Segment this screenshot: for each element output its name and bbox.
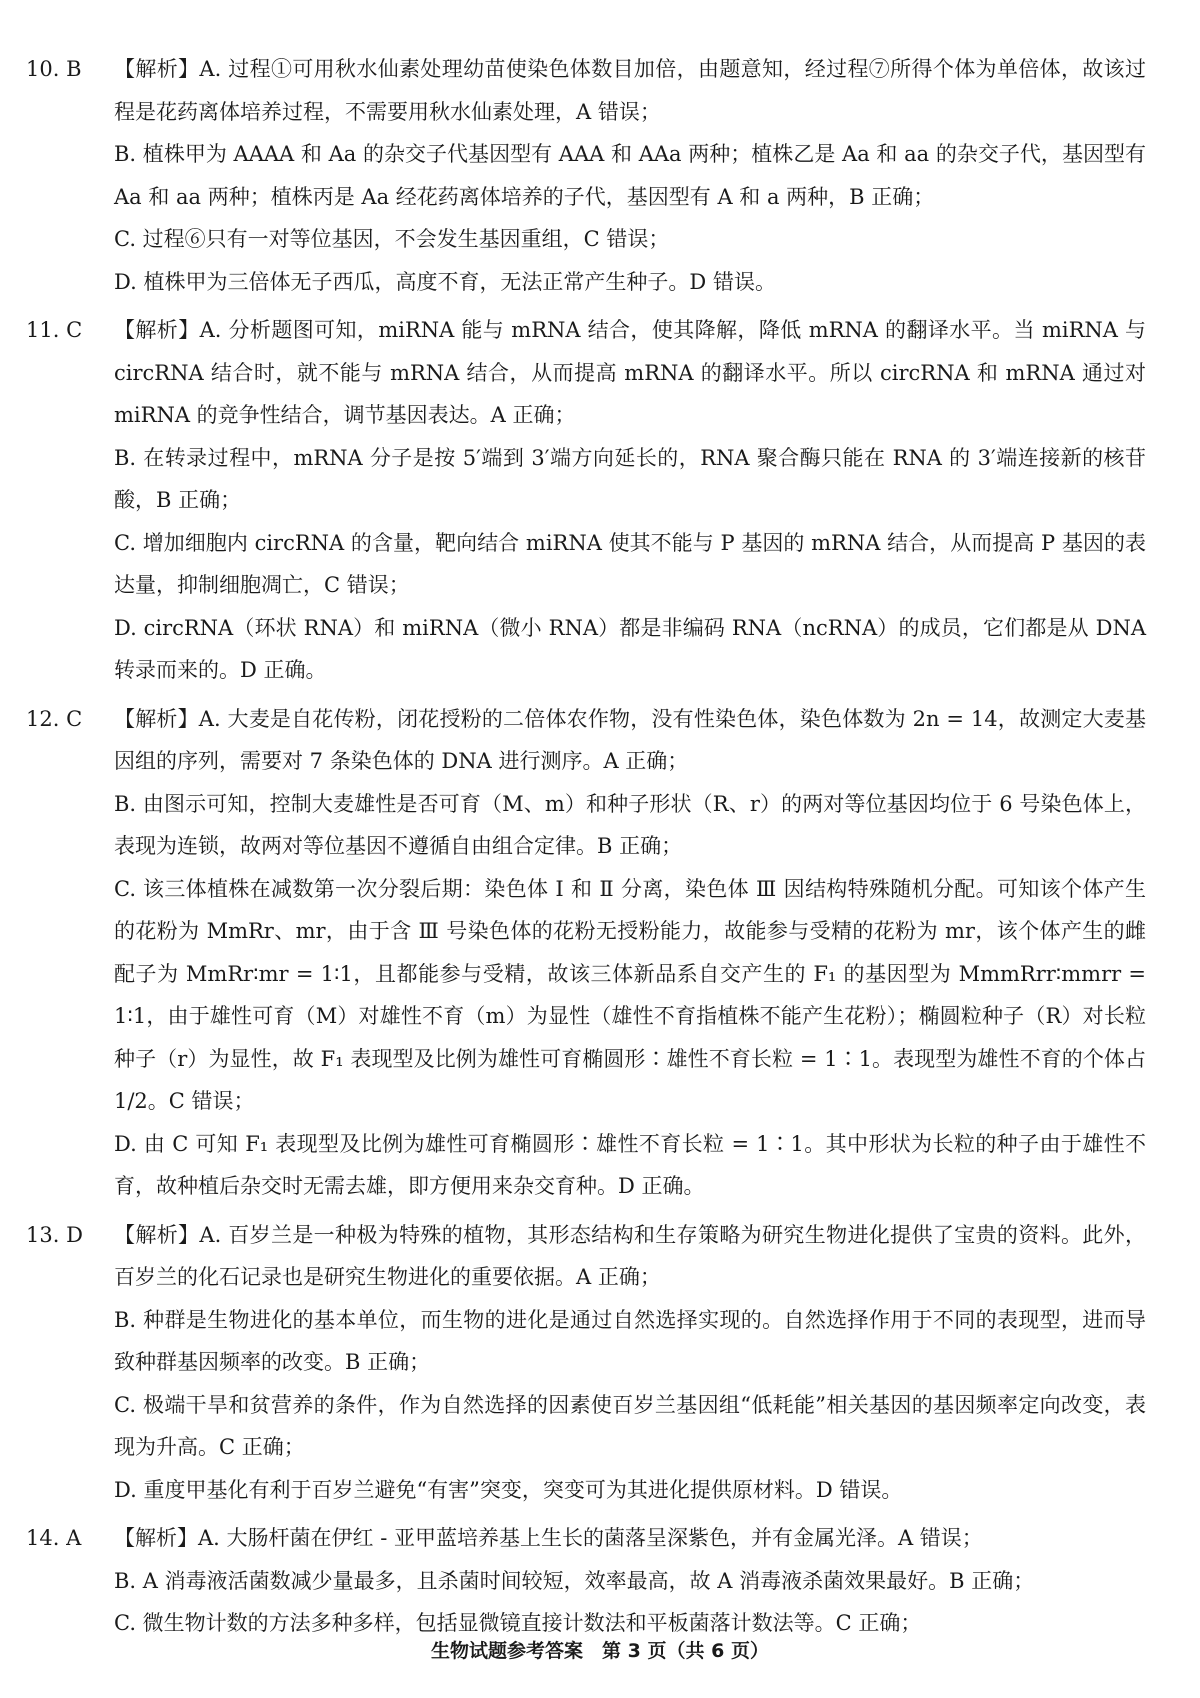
explanation-paragraph: B. 由图示可知，控制大麦雄性是否可育（M、m）和种子形状（R、r）的两对等位基因均位于 6 号染色体上，表现为连锁，故两对等位基因不遵循自由组合定律。B 正确； [114, 791, 1146, 858]
explanation-paragraph: 【解析】A. 分析题图可知，miRNA 能与 mRNA 结合，使其降解，降低 mRNA 的翻译水平。当 miRNA 与 circRNA 结合时，就不能与 mRNA 结合，从而提高 mRNA 的翻译水平。所以 circRNA 和 mRNA 通过对 miRNA 的竞争性结合，调节基因表达。A 正确； [114, 318, 1146, 427]
explanation-paragraph: C. 增加细胞内 circRNA 的含量，靶向结合 miRNA 使其不能与 P 基因的 mRNA 结合，从而提高 P 基因的表达量，抑制细胞凋亡，C 错误； [114, 530, 1146, 597]
explanation-paragraph: B. 种群是生物进化的基本单位，而生物的进化是通过自然选择实现的。自然选择作用于不同的表现型，进而导致种群基因频率的改变。B 正确； [114, 1307, 1146, 1374]
answer-item-12 [26, 698, 1146, 1208]
answer-number: 13. D [26, 1222, 83, 1247]
answer-number: 11. C [26, 318, 83, 342]
explanation-paragraph: 【解析】A. 过程①可用秋水仙素处理幼苗使染色体数目加倍，由题意知，经过程⑦所得个体为单倍体，故该过程是花药离体培养过程，不需要用秋水仙素处理，A 错误； [114, 57, 1146, 124]
answer-explanation [114, 1517, 1146, 1645]
explanation-paragraph: B. A 消毒液活菌数减少量最多，且杀菌时间较短，效率最高，故 A 消毒液杀菌效果最好。B 正确； [114, 1568, 1035, 1593]
answer-item-14 [26, 1517, 1146, 1645]
explanation-paragraph: C. 该三体植株在减数第一次分裂后期：染色体 Ⅰ 和 Ⅱ 分离，染色体 Ⅲ 因结构特殊随机分配。可知该个体产生的花粉为 MmRr、mr，由于含 Ⅲ 号染色体的花粉无授粉能力，故能参与受精的花粉为 mr，该个体产生的雌配子为 MmRr∶mr = 1∶1，且都能参与受精，故该三体新品系自交产生的 F₁ 的基因型为 MmmRrr∶mmrr = 1∶1，由于雄性可育（M）对雄性不育（m）为显性（雄性不育指植株不能产生花粉）；椭圆粒种子（R）对长粒种子（r）为显性，故 F₁ 表现型及比例为雄性可育椭圆形∶雄性不育长粒 = 1∶1。表现型为雄性不育的个体占 1/2。C 错误； [114, 876, 1146, 1113]
answer-item-11 [26, 309, 1146, 692]
explanation-paragraph: 【解析】A. 大肠杆菌在伊红 - 亚甲蓝培养基上生长的菌落呈深紫色，并有金属光泽。A 错误； [114, 1526, 983, 1550]
answer-explanation [114, 698, 1146, 1208]
explanation-paragraph: D. 由 C 可知 F₁ 表现型及比例为雄性可育椭圆形∶雄性不育长粒 = 1∶1。其中形状为长粒的种子由于雄性不育，故种植后杂交时无需去雄，即方便用来杂交育种。D 正确。 [114, 1131, 1146, 1198]
explanation-paragraph: D. 重度甲基化有利于百岁兰避免“有害”突变，突变可为其进化提供原材料。D 错误。 [114, 1477, 903, 1502]
answer-explanation [114, 48, 1146, 303]
page-footer: 生物试题参考答案 第 3 页（共 6 页） [431, 1640, 769, 1662]
explanation-paragraph: C. 微生物计数的方法多种多样，包括显微镜直接计数法和平板菌落计数法等。C 正确； [114, 1611, 922, 1635]
answer-explanation [114, 309, 1146, 692]
answer-item-13 [26, 1214, 1146, 1512]
answer-number: 10. B [26, 57, 82, 81]
explanation-paragraph: D. circRNA（环状 RNA）和 miRNA（微小 RNA）都是非编码 RNA（ncRNA）的成员，它们都是从 DNA 转录而来的。D 正确。 [114, 615, 1146, 682]
answer-number: 14. A [26, 1526, 82, 1550]
explanation-paragraph: C. 过程⑥只有一对等位基因，不会发生基因重组，C 错误； [114, 227, 670, 251]
explanation-paragraph: B. 在转录过程中，mRNA 分子是按 5′端到 3′端方向延长的，RNA 聚合酶只能在 RNA 的 3′端连接新的核苷酸，B 正确； [114, 445, 1146, 512]
explanation-paragraph: D. 植株甲为三倍体无子西瓜，高度不育，无法正常产生种子。D 错误。 [114, 269, 776, 294]
explanation-paragraph: C. 极端干旱和贫营养的条件，作为自然选择的因素使百岁兰基因组“低耗能”相关基因的基因频率定向改变，表现为升高。C 正确； [114, 1392, 1146, 1459]
explanation-paragraph: 【解析】A. 大麦是自花传粉，闭花授粉的二倍体农作物，没有性染色体，染色体数为 2n = 14，故测定大麦基因组的序列，需要对 7 条染色体的 DNA 进行测序。A 正确； [114, 706, 1146, 773]
answer-item-10 [26, 48, 1146, 303]
answer-list [26, 48, 1146, 1651]
answer-explanation [114, 1214, 1146, 1512]
answer-number: 12. C [26, 706, 83, 731]
explanation-paragraph: B. 植株甲为 AAAA 和 Aa 的杂交子代基因型有 AAA 和 AAa 两种；植株乙是 Aa 和 aa 的杂交子代，基因型有 Aa 和 aa 两种；植株丙是 Aa 经花药离体培养的子代，基因型有 A 和 a 两种，B 正确； [114, 142, 1146, 209]
explanation-paragraph: 【解析】A. 百岁兰是一种极为特殊的植物，其形态结构和生存策略为研究生物进化提供了宝贵的资料。此外，百岁兰的化石记录也是研究生物进化的重要依据。A 正确； [114, 1222, 1146, 1289]
